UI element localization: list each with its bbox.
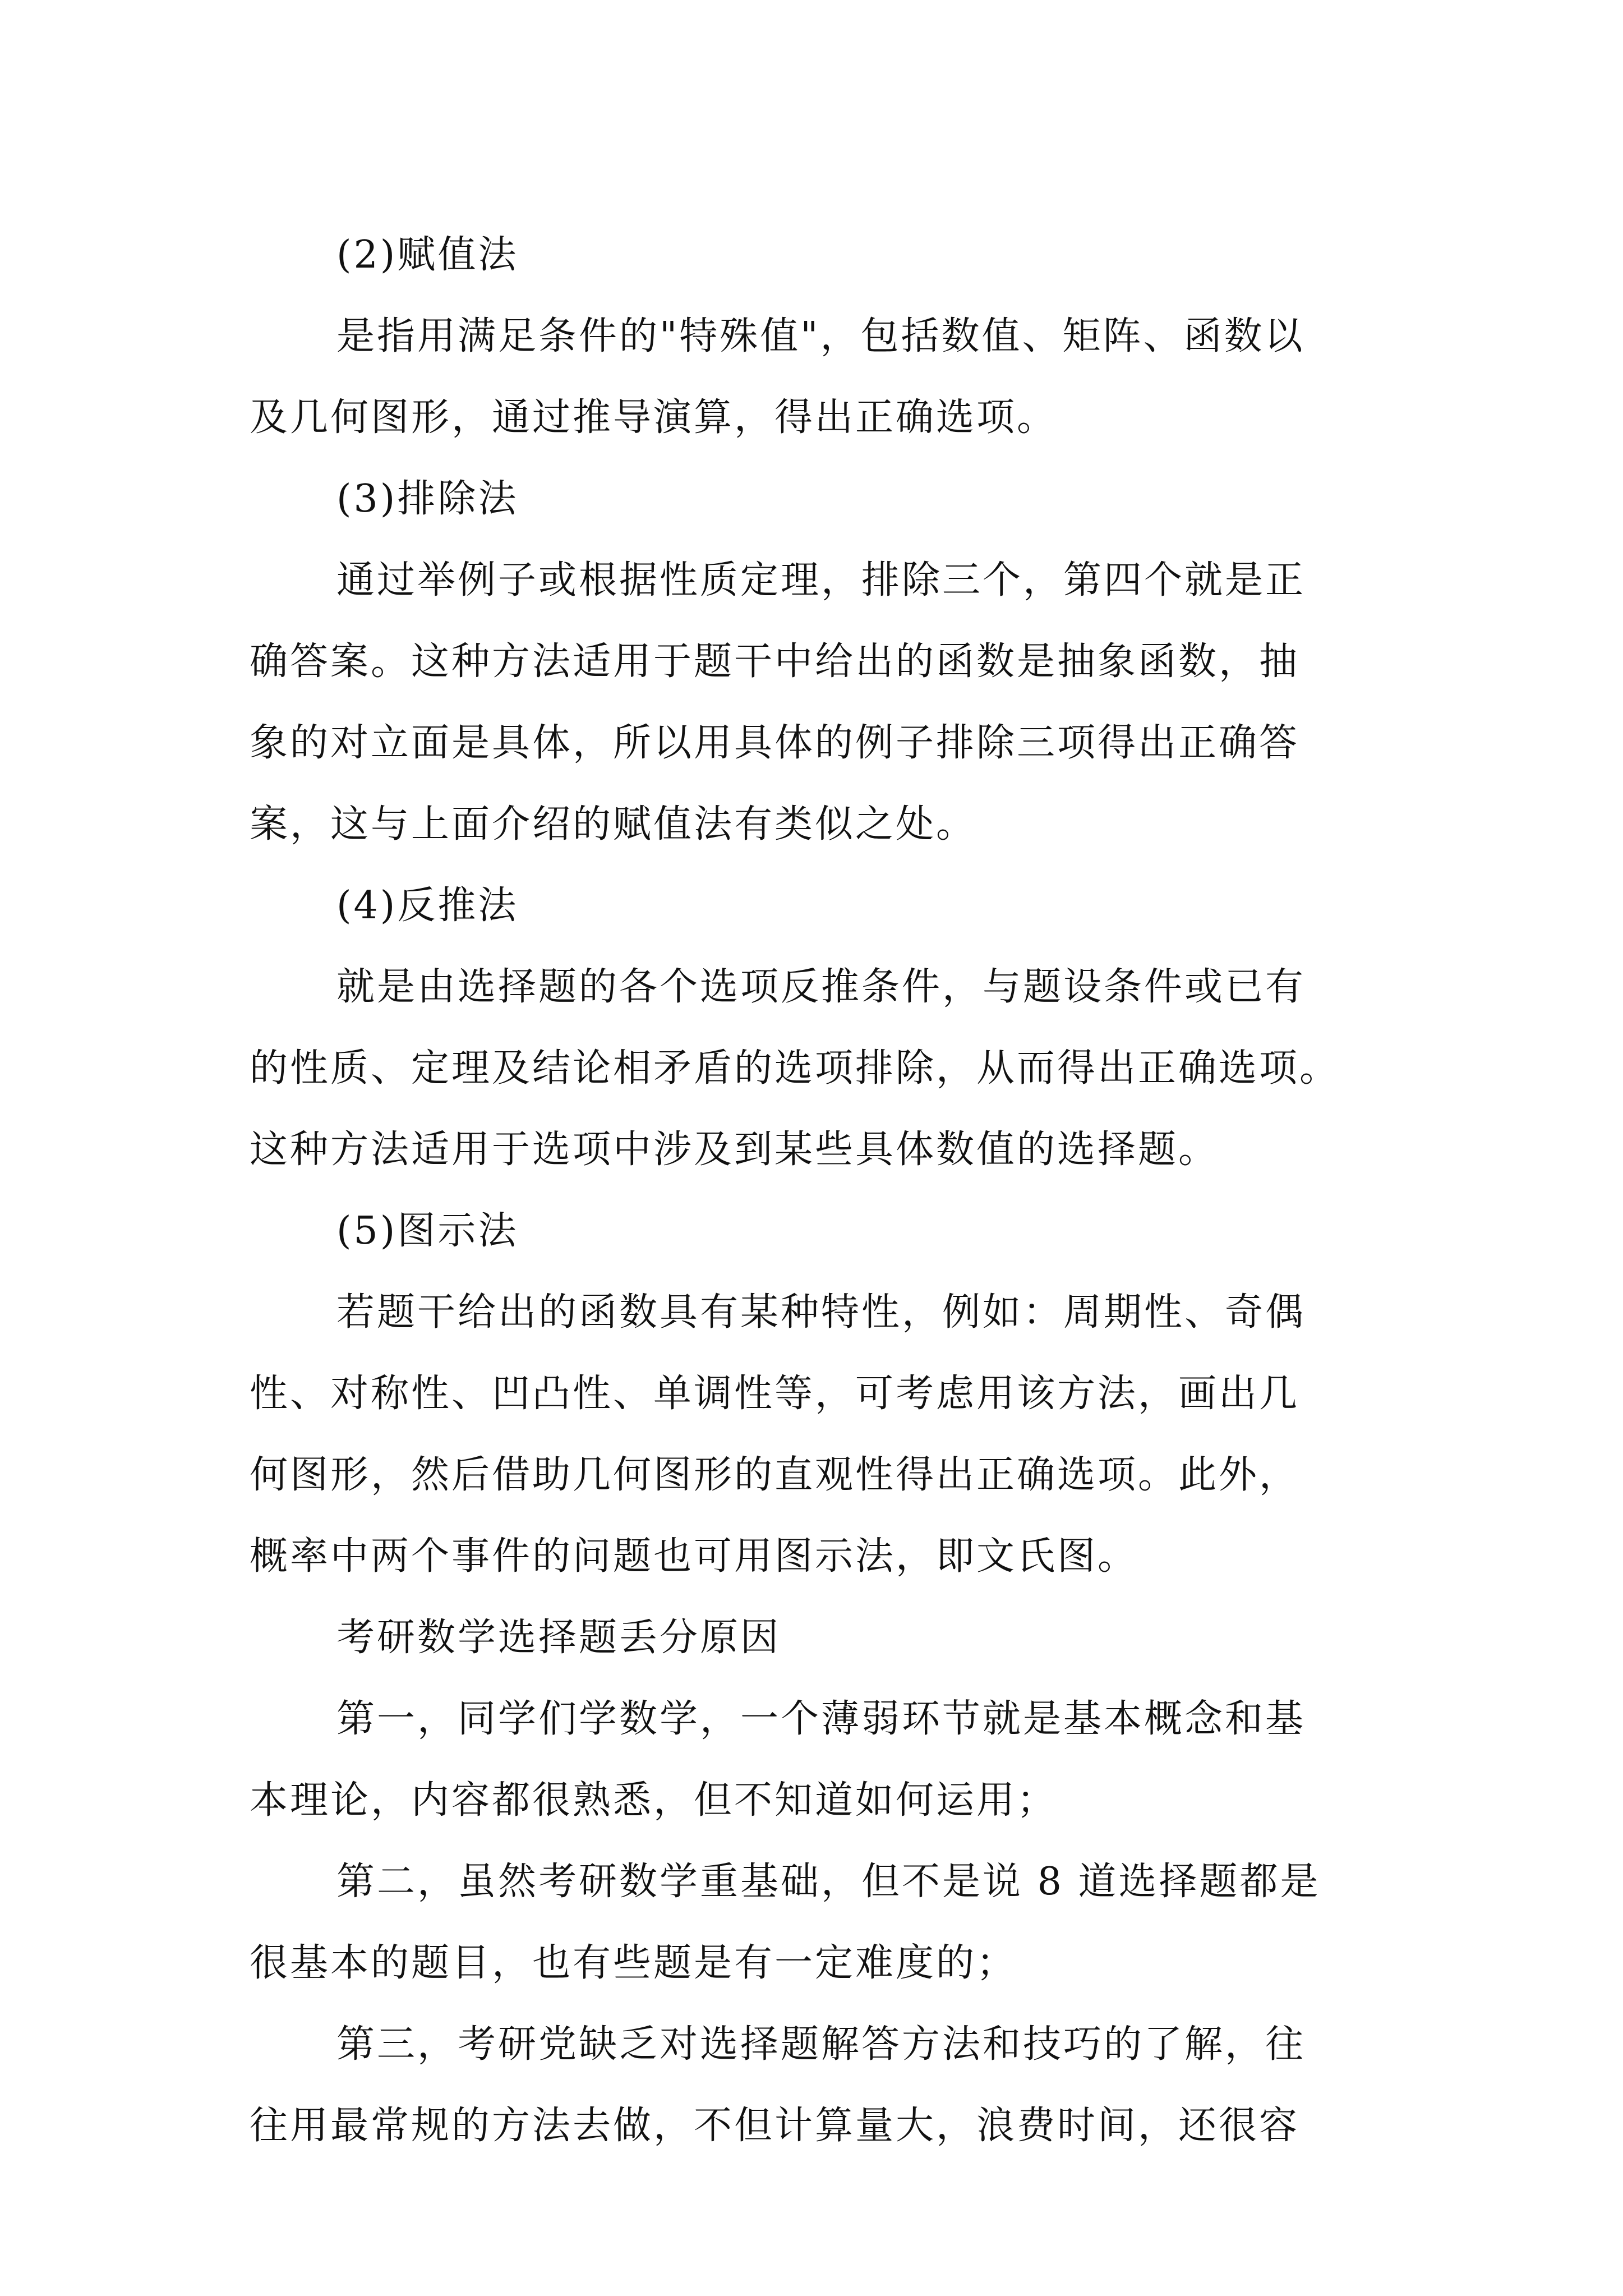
text-line: 案，这与上面介绍的赋值法有类似之处。 — [250, 802, 977, 846]
text-line: 的性质、定理及结论相矛盾的选项排除，从而得出正确选项。 — [250, 1046, 1340, 1091]
text-line: 性、对称性、凹凸性、单调性等，可考虑用该方法，画出几 — [250, 1372, 1300, 1416]
heading-lost-points-reasons: 考研数学选择题丢分原因 — [336, 1616, 781, 1660]
text-line: 这种方法适用于选项中涉及到某些具体数值的选择题。 — [250, 1128, 1219, 1172]
text-line: 是指用满足条件的"特殊值"，包括数值、矩阵、函数以 — [336, 314, 1305, 358]
text-line: 很基本的题目，也有些题是有一定难度的； — [250, 1941, 1017, 1985]
heading-reverse-method: (4)反推法 — [336, 884, 519, 928]
text-line: 就是由选择题的各个选项反推条件，与题设条件或已有 — [336, 965, 1306, 1009]
body-text — [250, 214, 1388, 2166]
text-line: 何图形，然后借助几何图形的直观性得出正确选项。此外， — [250, 1453, 1300, 1497]
text-line: 通过举例子或根据性质定理，排除三个，第四个就是正 — [336, 558, 1306, 602]
text-line: 概率中两个事件的问题也可用图示法，即文氏图。 — [250, 1534, 1138, 1579]
text-line: 象的对立面是具体，所以用具体的例子排除三项得出正确答 — [250, 721, 1300, 765]
text-line: 及几何图形，通过推导演算，得出正确选项。 — [250, 395, 1058, 440]
text-line: 若题干给出的函数具有某种特性，例如：周期性、奇偶 — [336, 1290, 1306, 1335]
text-line: 第三，考研党缺乏对选择题解答方法和技巧的了解，往 — [336, 2022, 1306, 2067]
text-line: 往用最常规的方法去做，不但计算量大，浪费时间，还很容 — [250, 2104, 1300, 2148]
heading-assignment-method: (2)赋值法 — [336, 233, 519, 277]
text-line: 第二，虽然考研数学重基础，但不是说 8 道选择题都是 — [336, 1860, 1321, 1904]
text-line: 确答案。这种方法适用于题干中给出的函数是抽象函数，抽 — [250, 639, 1300, 684]
text-line: 第一，同学们学数学，一个薄弱环节就是基本概念和基 — [336, 1697, 1306, 1741]
heading-diagram-method: (5)图示法 — [336, 1209, 519, 1253]
text-line: 本理论，内容都很熟悉，但不知道如何运用； — [250, 1778, 1058, 1823]
heading-elimination-method: (3)排除法 — [336, 477, 519, 521]
